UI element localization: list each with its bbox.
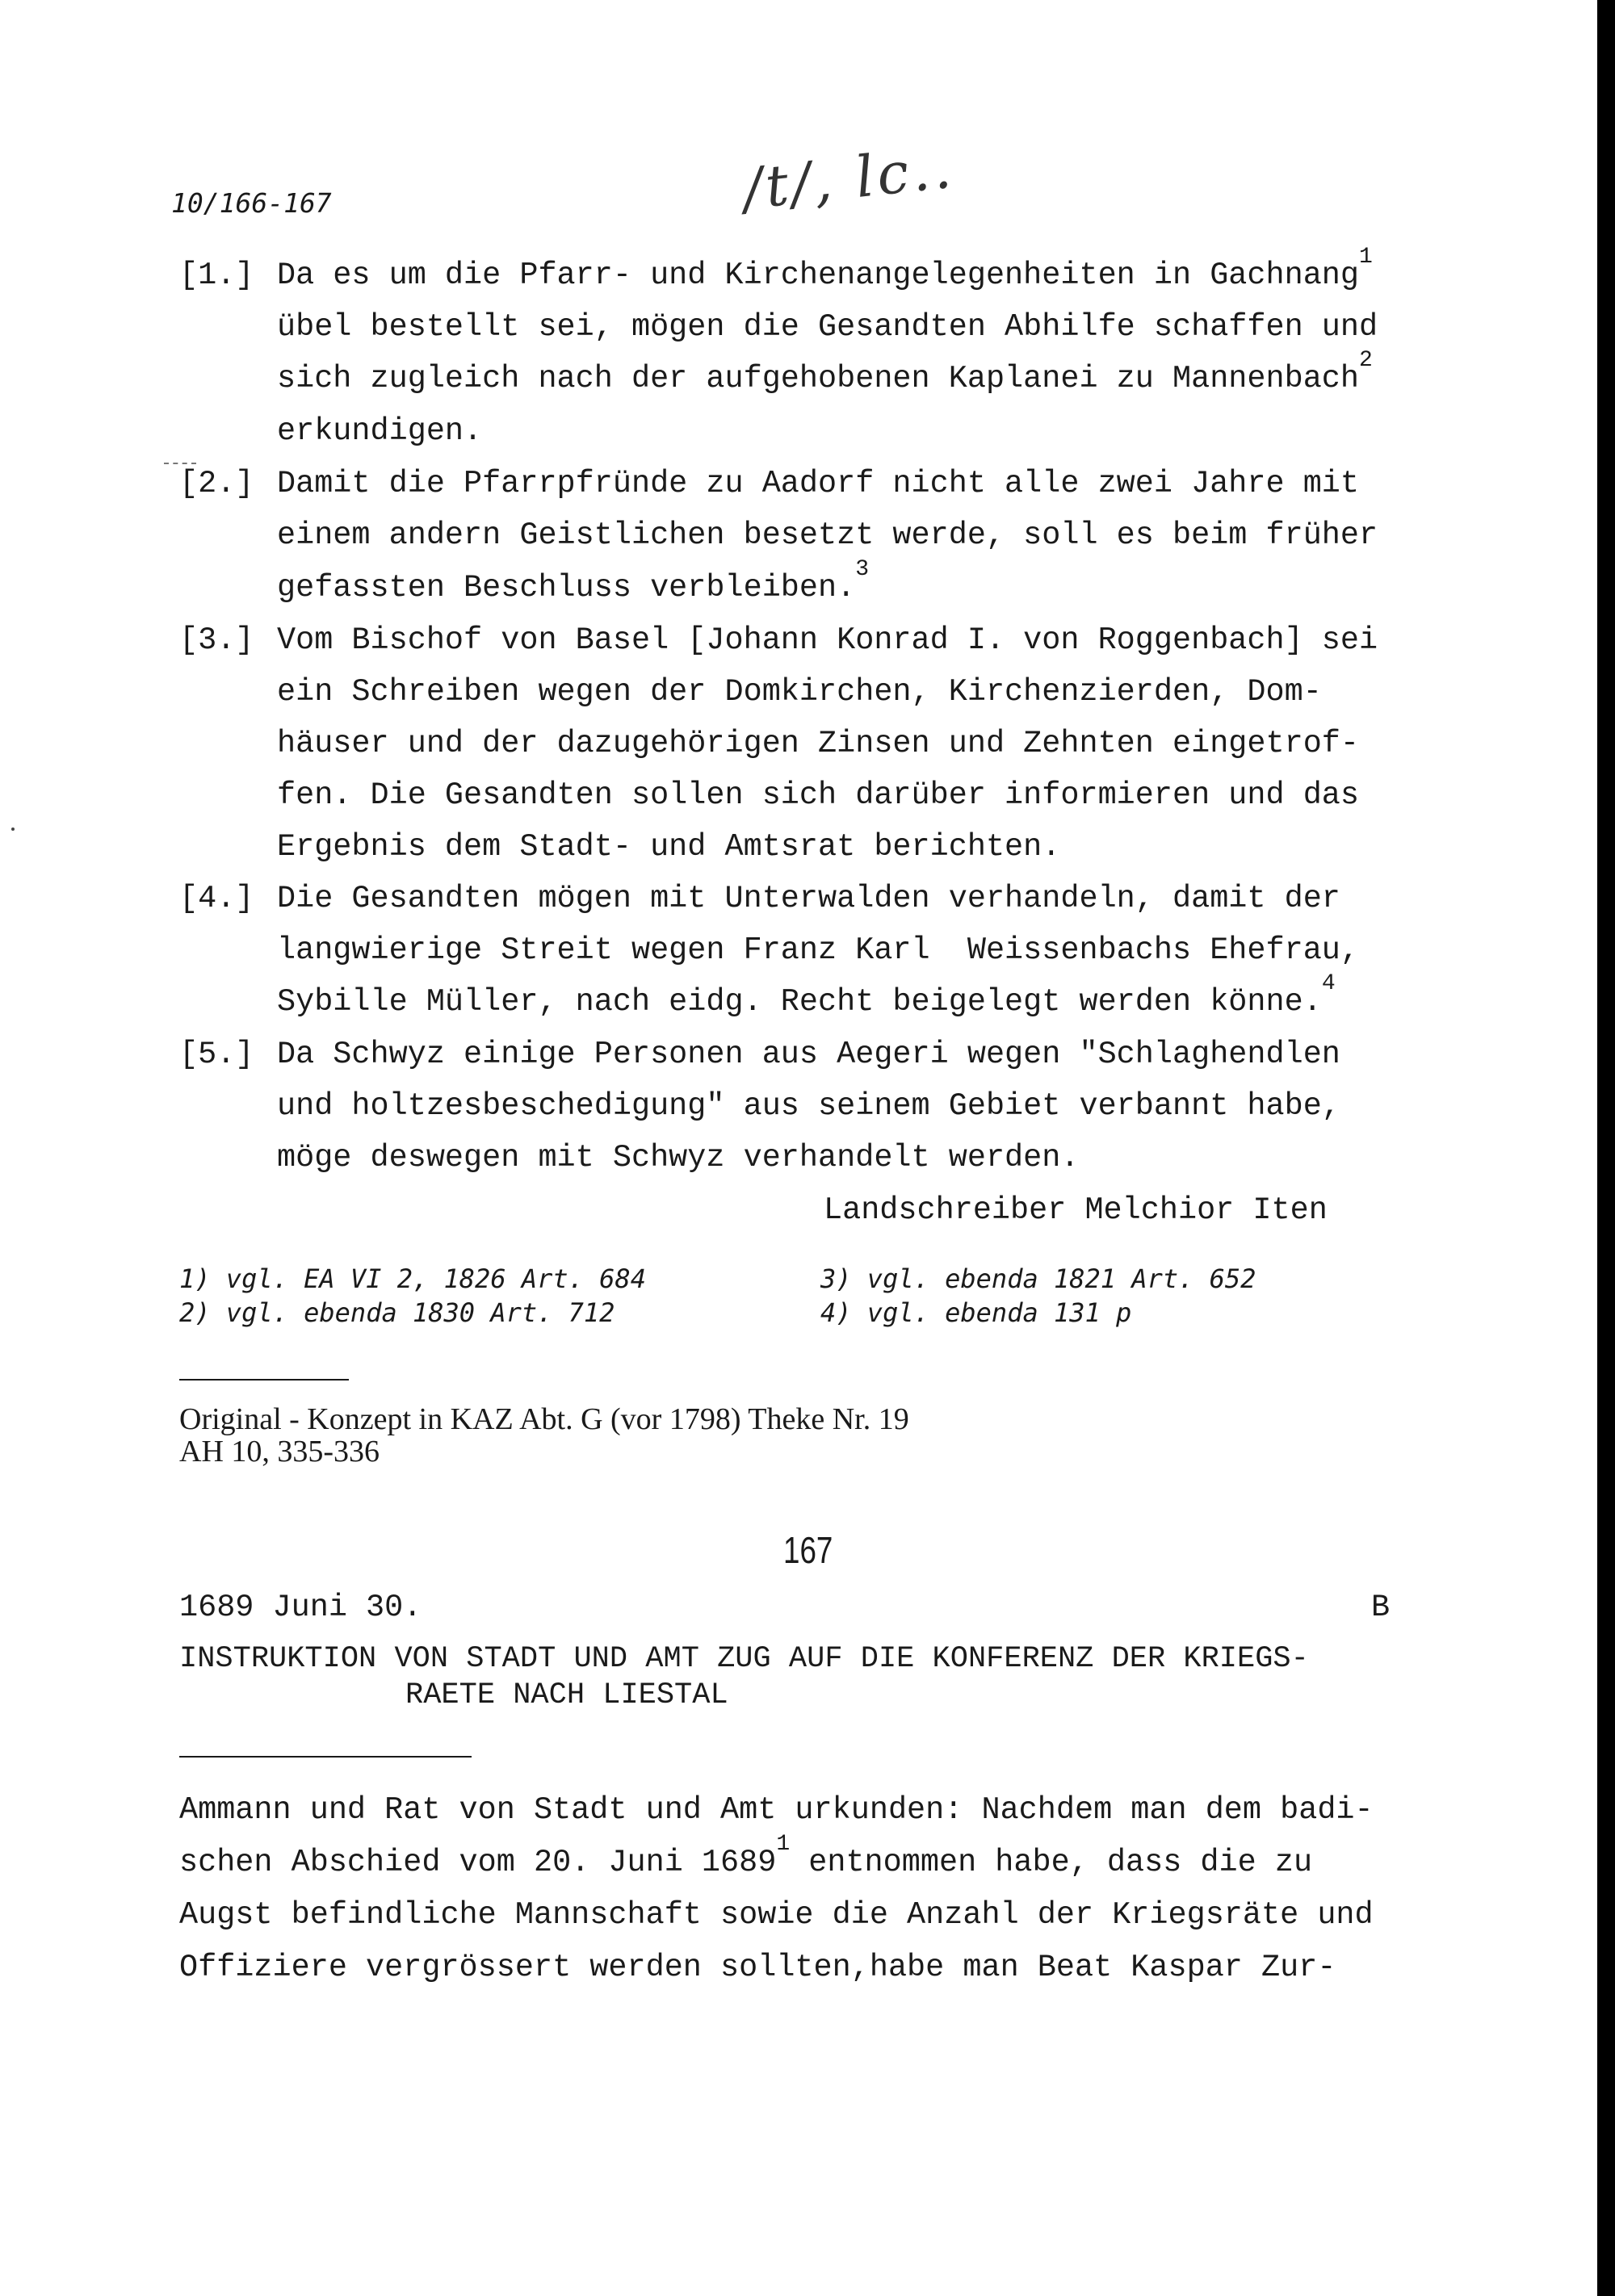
footnote-ref: 2: [1359, 348, 1373, 373]
footnote: 4) vgl. ebenda 131 p: [820, 1297, 1132, 1328]
margin-mark: [164, 463, 196, 464]
item-line: Da Schwyz einige Personen aus Aegeri wegen "Schlaghendlen: [277, 1037, 1340, 1072]
item-number: [1.]: [179, 258, 254, 293]
item-line: ein Schreiben wegen der Domkirchen, Kirchenzierden, Dom-: [277, 674, 1322, 710]
separator-rule: [179, 1756, 472, 1758]
page-edge-scan-border: [1597, 0, 1615, 2296]
source-note: AH 10, 335-336: [179, 1435, 380, 1469]
signature: Landschreiber Melchior Iten: [824, 1192, 1328, 1228]
item-line: möge deswegen mit Schwyz verhandelt werden.: [277, 1140, 1080, 1175]
handwritten-note: /t/, lc..: [740, 134, 958, 223]
scan-speck: [11, 827, 15, 831]
item-line: fen. Die Gesandten sollen sich darüber informieren und das: [277, 777, 1360, 813]
footnote: 3) vgl. ebenda 1821 Art. 652: [820, 1263, 1256, 1294]
document-id: 10/166-167: [171, 187, 332, 219]
footnote-ref: 1: [776, 1832, 791, 1857]
entry-date: 1689 Juni 30.: [179, 1590, 422, 1625]
item-line: Vom Bischof von Basel [Johann Konrad I. von Roggenbach] sei: [277, 622, 1378, 658]
item-line: Damit die Pfarrpfründe zu Aadorf nicht alle zwei Jahre mit: [277, 466, 1360, 501]
item-number: [3.]: [179, 622, 254, 658]
footnote: 1) vgl. EA VI 2, 1826 Art. 684: [179, 1263, 646, 1294]
item-line: langwierige Streit wegen Franz Karl Weissenbachs Ehefrau,: [277, 932, 1360, 968]
item-line: erkundigen.: [277, 413, 483, 449]
item-line: einem andern Geistlichen besetzt werde, soll es beim früher: [277, 517, 1378, 553]
body-line: Ammann und Rat von Stadt und Amt urkunden: Nachdem man dem badi-: [179, 1792, 1374, 1828]
item-line: sich zugleich nach der aufgehobenen Kaplanei zu Mannenbach$^2$: [277, 348, 1373, 396]
item-line: Die Gesandten mögen mit Unterwalden verhandeln, damit der: [277, 881, 1340, 916]
item-line: Sybille Müller, nach eidg. Recht beigelegt werden könne.$^4$: [277, 971, 1336, 1020]
source-note: Original - Konzept in KAZ Abt. G (vor 1798) Theke Nr. 19: [179, 1402, 909, 1436]
footnote-ref: 1: [1359, 245, 1373, 270]
item-line: übel bestellt sei, mögen die Gesandten Abhilfe schaffen und: [277, 309, 1378, 345]
item-number: [2.]: [179, 466, 254, 501]
footnote-ref: 4: [1321, 971, 1336, 996]
footnote-ref: 3: [855, 557, 870, 582]
item-number: [5.]: [179, 1037, 254, 1072]
item-line: Da es um die Pfarr- und Kirchenangelegenheiten in Gachnang$^1$: [277, 245, 1373, 293]
entry-title: INSTRUKTION VON STADT UND AMT ZUG AUF DIE KONFERENZ DER KRIEGS-: [179, 1642, 1309, 1676]
item-line: und holtzesbeschedigung" aus seinem Gebiet verbannt habe,: [277, 1088, 1340, 1124]
item-line: häuser und der dazugehörigen Zinsen und Zehnten eingetrof-: [277, 726, 1360, 761]
body-line: Offiziere vergrössert werden sollten,habe man Beat Kaspar Zur-: [179, 1950, 1336, 1985]
body-line: Augst befindliche Mannschaft sowie die Anzahl der Kriegsräte und: [179, 1897, 1374, 1933]
footnote: 2) vgl. ebenda 1830 Art. 712: [179, 1297, 615, 1328]
item-line: gefassten Beschluss verbleiben.$^3$: [277, 557, 870, 605]
separator-rule: [179, 1379, 349, 1381]
body-line: schen Abschied vom 20. Juni 1689$^1$ entnommen habe, dass die zu: [179, 1832, 1313, 1880]
entry-marker: B: [1371, 1590, 1391, 1625]
entry-title: RAETE NACH LIESTAL: [405, 1678, 728, 1712]
item-number: [4.]: [179, 881, 254, 916]
page-number: 167: [783, 1529, 833, 1571]
item-line: Ergebnis dem Stadt- und Amtsrat berichten.: [277, 829, 1061, 865]
